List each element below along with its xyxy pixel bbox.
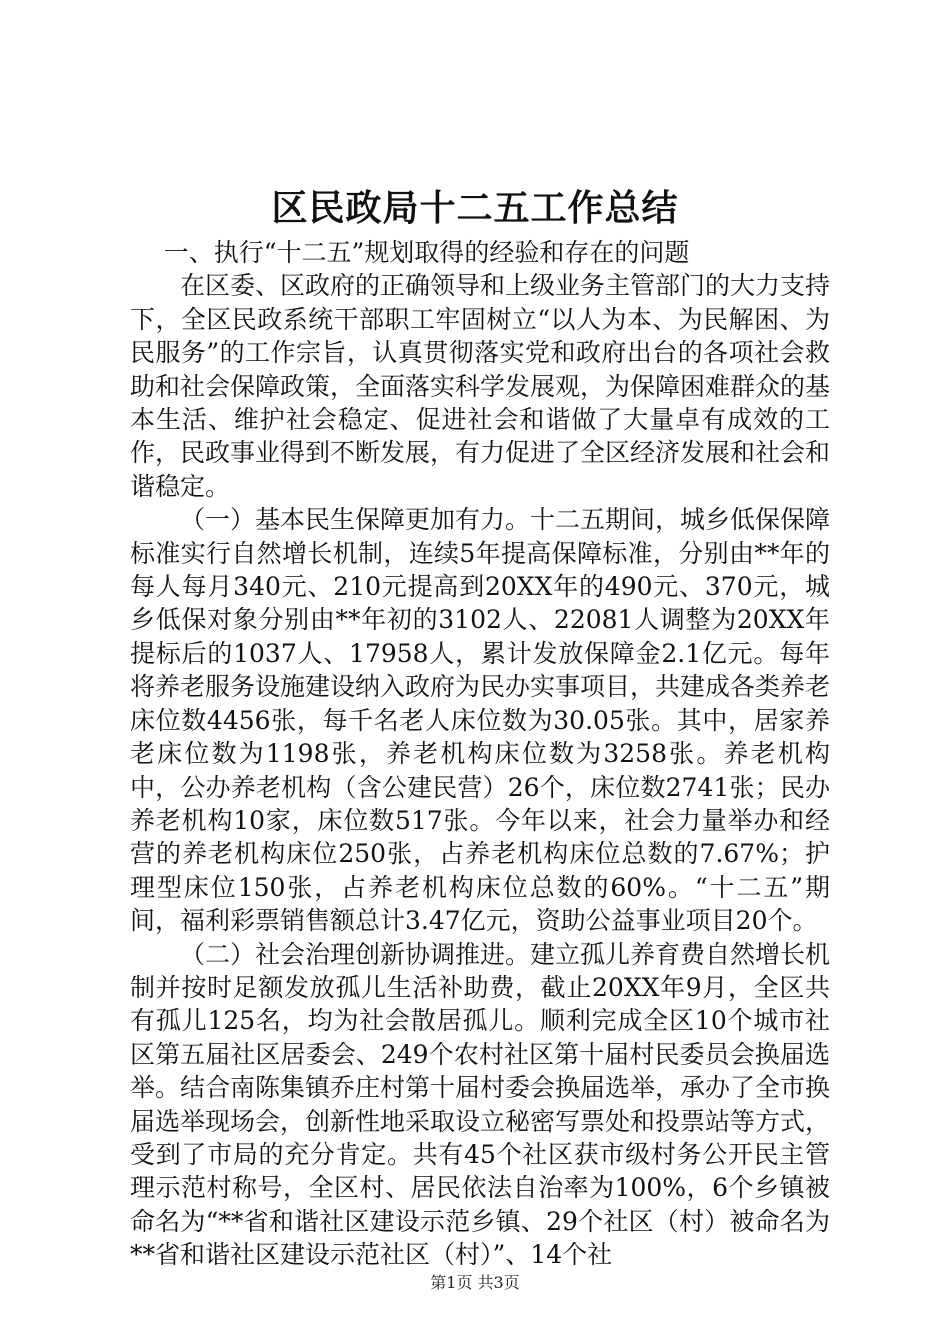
document-body (130, 236, 830, 1272)
section-heading: 一、执行“十二五”规划取得的经验和存在的问题 (163, 238, 690, 267)
governance-paragraph: （二）社会治理创新协调推进。建立孤儿养育费自然增长机制并按时足额发放孤儿生活补助费，截止20XX年9月，全区共有孤儿125名，均为社会散居孤儿。顺利完成全区10个城市社区第五届社区居委会、249个农村社区第十届村民委员会换届选举。结合南陈集镇乔庄村第十届村委会换届选举，承办了全市换届选举现场会，创新性地采取设立秘密写票处和投票站等方式，受到了市局的充分肯定。共有45个社区获市级村务公开民主管理示范村称号，全区村、居民依法自治率为100%，6个乡镇被命名为“**省和谐社区建设示范乡镇、29个社区（村）被命名为**省和谐社区建设示范社区（村）”、14个社 (130, 939, 831, 1270)
livelihood-paragraph: （一）基本民生保障更加有力。十二五期间，城乡低保保障标准实行自然增长机制，连续5年提高保障标准，分别由**年的每人每月340元、210元提高到20XX年的490元、370元，城乡低保对象分别由**年初的3102人、22081人调整为20XX年提标后的1037人、17958人，累计发放保障金2.1亿元。每年将养老服务设施建设纳入政府为民办实事项目，共建成各类养老床位数4456张，每千名老人床位数为30.05张。其中，居家养老床位数为1198张，养老机构床位数为3258张。养老机构中，公办养老机构（含公建民营）26个，床位数2741张；民办养老机构10家，床位数517张。今年以来，社会力量举办和经营的养老机构床位250张，占养老机构床位总数的7.67%；护理型床位150张，占养老机构床位总数的60%。“十二五”期间，福利彩票销售额总计3.47亿元，资助公益事业项目20个。 (130, 505, 831, 936)
page-number: 第1页 共3页 (430, 1273, 520, 1292)
document-title: 区民政局十二五工作总结 (271, 187, 679, 229)
intro-paragraph: 在区委、区政府的正确领导和上级业务主管部门的大力支持下，全区民政系统干部职工牢固树立“以人为本、为民解困、为民服务”的工作宗旨，认真贯彻落实党和政府出台的各项社会救助和社会保障政策，全面落实科学发展观，为保障困难群众的基本生活、维护社会稳定、促进社会和谐做了大量卓有成效的工作，民政事业得到不断发展，有力促进了全区经济发展和社会和谐稳定。 (130, 271, 831, 501)
